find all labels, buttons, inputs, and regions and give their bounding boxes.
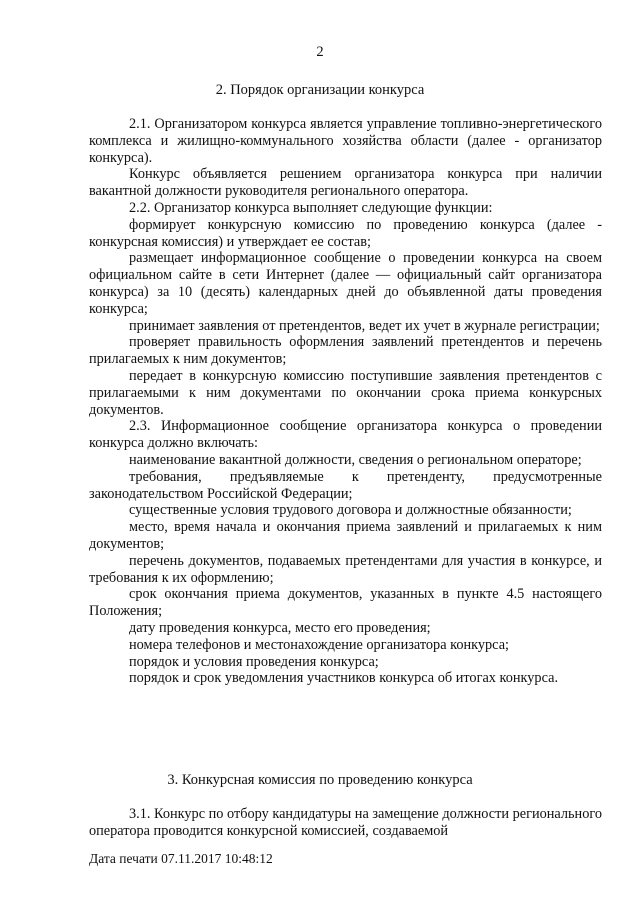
list-item: размещает информационное сообщение о проведении конкурса на своем официальном сайте в сети Интернет (далее — официальный сайт организатора конкурса) за 10 (десять) календарных дней до объявленной даты проведения конкурса; [89, 250, 602, 317]
print-date: Дата печати 07.11.2017 10:48:12 [89, 851, 273, 866]
list-item: место, время начала и окончания приема заявлений и прилагаемых к ним документов; [89, 519, 602, 552]
list-item: передает в конкурсную комиссию поступившие заявления претендентов с прилагаемыми к ним документами по окончании срока приема конкурсных документов. [89, 367, 602, 418]
list-item: срок окончания приема документов, указанных в пункте 4.5 настоящего Положения; [89, 586, 602, 620]
section-3-title: 3. Конкурсная комиссия по проведению конкурса [167, 772, 473, 788]
page-number: 2 [316, 44, 324, 60]
section-3-body [89, 806, 602, 840]
paragraph: 3.1. Конкурс по отбору кандидатуры на замещение должности регионального оператора проводится конкурсной комиссией, создаваемой [89, 806, 602, 839]
list-item: существенные условия трудового договора и должностные обязанности; [129, 502, 572, 519]
list-item: перечень документов, подаваемых претендентами для участия в конкурсе, и требования к их оформлению; [89, 552, 602, 586]
list-item: принимает заявления от претендентов, ведет их учет в журнале регистрации; [129, 317, 600, 334]
paragraph: Конкурс объявляется решением организатора конкурса при наличии вакантной должности руководителя регионального оператора. [89, 166, 602, 200]
section-2-body [89, 116, 602, 687]
paragraph: 2.1. Организатором конкурса является управление топливно-энергетического комплекса и жилищно-коммунального хозяйства области (далее - организатор конкурса). [89, 116, 602, 166]
list-item: наименование вакантной должности, сведения о региональном операторе; [129, 451, 582, 468]
list-item: номера телефонов и местонахождение организатора конкурса; [129, 636, 510, 653]
list-item: проверяет правильность оформления заявлений претендентов и перечень прилагаемых к ним документов; [89, 334, 602, 368]
list-item: требования, предъявляемые к претенденту, предусмотренные законодательством Российской Федерации; [89, 468, 602, 502]
section-2-title: 2. Порядок организации конкурса [215, 82, 425, 98]
list-item: порядок и условия проведения конкурса; [129, 653, 379, 670]
paragraph: 2.3. Информационное сообщение организатора конкурса о проведении конкурса должно включать: [89, 418, 602, 452]
list-item: формирует конкурсную комиссию по проведению конкурса (далее - конкурсная комиссия) и утверждает ее состав; [89, 216, 602, 250]
list-item: порядок и срок уведомления участников конкурса об итогах конкурса. [129, 670, 559, 687]
list-item: дату проведения конкурса, место его проведения; [129, 619, 431, 636]
paragraph: 2.2. Организатор конкурса выполняет следующие функции: [129, 199, 493, 216]
